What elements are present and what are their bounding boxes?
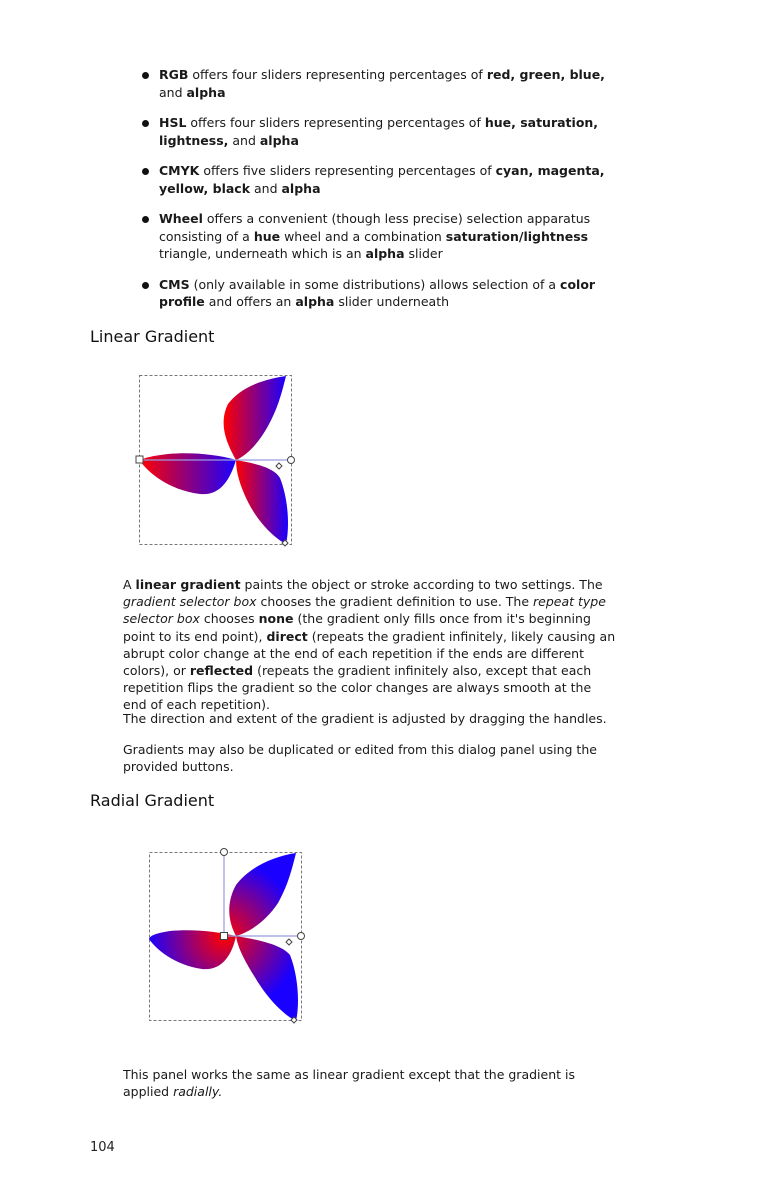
- bold-run: direct: [266, 628, 308, 644]
- list-item: [140, 276, 620, 311]
- bold-run: reflected: [189, 663, 254, 679]
- text-run: Gradients may also be duplicated or edited from this dialog panel using the provided buttons.: [123, 742, 597, 775]
- bold-run: red, green, blue,: [486, 67, 605, 82]
- text-run: and: [250, 180, 282, 196]
- bold-run: CMYK: [159, 163, 200, 178]
- list-item: [140, 66, 620, 101]
- text-run: and offers an: [204, 294, 296, 309]
- text-run: offers four sliders representing percentages of: [188, 67, 487, 82]
- handles-description: [123, 710, 618, 727]
- text-run: chooses the gradient definition to use. The: [256, 594, 534, 610]
- bold-run: alpha: [295, 294, 335, 309]
- color-mode-list: [140, 66, 620, 324]
- gradient-end-handle[interactable]: [288, 457, 295, 464]
- radial-center-handle[interactable]: [221, 933, 228, 940]
- radial-radius-handle[interactable]: [221, 849, 228, 856]
- linear-gradient-description: [123, 576, 618, 714]
- text-run: and: [159, 84, 187, 100]
- node-handle[interactable]: [276, 463, 282, 469]
- bold-run: RGB: [159, 67, 189, 82]
- text-run: (only available in some distributions) allows selection of a: [189, 276, 561, 292]
- text-run: chooses: [199, 611, 259, 627]
- bold-run: color profile: [159, 276, 596, 309]
- text-run: triangle, underneath which is an: [159, 246, 366, 261]
- bold-run: alpha: [365, 246, 405, 261]
- page-number: 104: [90, 1140, 115, 1155]
- bold-run: alpha: [281, 180, 321, 196]
- text-run: (repeats the gradient infinitely also, except that each repetition flips the gradient so the color changes are always smooth at the end of each repetition).: [123, 663, 592, 713]
- text-run: This panel works the same as linear gradient except that the gradient is applied: [123, 1067, 575, 1100]
- text-run: offers five sliders representing percentages of: [199, 163, 496, 178]
- list-item: [140, 210, 620, 263]
- bold-run: alpha: [186, 84, 226, 100]
- text-run: offers four sliders representing percentages of: [186, 115, 485, 130]
- text-run: (repeats the gradient infinitely, likely causing an abrupt color change at the end of each repetition if the ends are different colors), or: [123, 628, 616, 679]
- buttons-description: [123, 741, 618, 775]
- linear-gradient-heading: Linear Gradient: [90, 327, 215, 346]
- italic-run: gradient selector box: [123, 594, 257, 610]
- text-run: and: [228, 132, 260, 148]
- linear-gradient-figure: [130, 368, 302, 552]
- italic-run: radially.: [173, 1084, 223, 1100]
- bold-run: HSL: [159, 115, 187, 130]
- text-run: (the gradient only fills once from it's beginning point to its end point),: [123, 611, 591, 644]
- text-run: wheel and a combination: [280, 228, 446, 244]
- bold-run: linear gradient: [135, 577, 241, 592]
- bold-run: Wheel: [159, 211, 203, 226]
- text-run: slider underneath: [334, 294, 450, 309]
- bold-run: hue: [253, 228, 281, 244]
- gradient-start-handle[interactable]: [136, 456, 143, 463]
- text-run: The direction and extent of the gradient is adjusted by dragging the handles.: [123, 711, 607, 726]
- node-handle[interactable]: [286, 939, 292, 945]
- text-run: slider: [404, 246, 443, 261]
- text-run: A: [123, 577, 136, 592]
- text-run: offers a convenient (though less precise) selection apparatus consisting of a: [159, 211, 591, 244]
- bold-run: hue, saturation, lightness,: [159, 115, 599, 148]
- text-run: paints the object or stroke according to two settings. The: [240, 577, 603, 592]
- bold-run: none: [258, 611, 294, 627]
- radial-gradient-heading: Radial Gradient: [90, 791, 215, 810]
- bold-run: CMS: [159, 276, 190, 292]
- list-item: [140, 114, 620, 149]
- radial-radius-handle[interactable]: [298, 933, 305, 940]
- bold-run: saturation/lightness: [445, 228, 589, 244]
- bold-run: alpha: [259, 132, 299, 148]
- italic-run: repeat type selector box: [123, 594, 606, 627]
- list-item: [140, 162, 620, 197]
- bold-run: cyan, magenta, yellow, black: [159, 163, 605, 196]
- radial-gradient-figure: [140, 845, 312, 1029]
- radial-gradient-description: [123, 1066, 618, 1100]
